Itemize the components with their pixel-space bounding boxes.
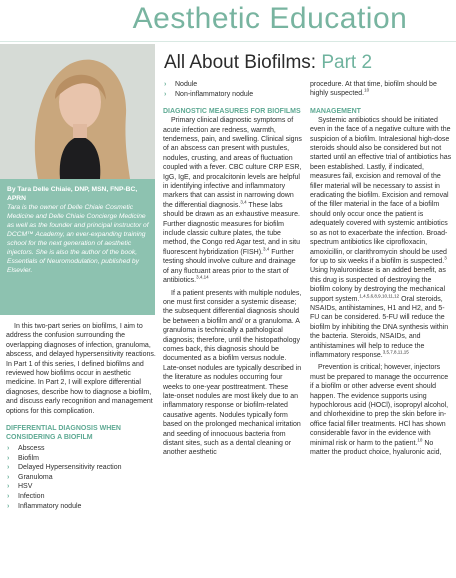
list-item: › Abscess xyxy=(7,445,45,453)
list-item: › Inflammatory nodule xyxy=(7,502,82,510)
differential-list xyxy=(6,444,156,511)
chevron-right-icon: › xyxy=(164,90,167,98)
list-item: › Infection xyxy=(7,493,45,501)
chevron-right-icon: › xyxy=(7,493,10,501)
chevron-right-icon: › xyxy=(7,473,10,481)
portrait-image xyxy=(0,44,155,179)
column-2 xyxy=(163,80,303,458)
list-item: › Granuloma xyxy=(7,473,53,481)
chevron-right-icon: › xyxy=(7,464,10,472)
differential-list-continued xyxy=(163,80,303,99)
procedure-paragraph: procedure. At that time, biofilm should be highly suspected.$^{10}$ xyxy=(310,81,437,98)
management-paragraph: Systemic antibiotics should be initiated even in the face of a negative culture with the suspicion of a biofilm. Intralesional high-dose steroids should also be considered but not started until an effective trial of antibiotics has been established. Lastly, if indicated, measures fail, excision and removal of the filler material will be necessary to assist in eradicating the biofilm. Excision and removal of the filler material in the face of a biofilm should only occur once the patient is adequately covered with systemic antibiotics so as not to exacerbate the infection. Broad-spectrum antibiotics like ciprofloxacin, amoxicillin, or clarithromycin should be used for up to six weeks if a biofilm is suspected.$^3$ Using hyaluronidase is an added benefit, as this drug is suspected of destroying the biofilm colony by destroying the mechanical support system.$^{1,4,5,6,8,9,10,11,12}$ Oral steroids, NSAIDs, antihistamines, H1 and H2, and 5-FU can be considered. 5-FU will reduce the biofilm by inhibiting the DNA synthesis within the bacteria. Steroids, NSAIDs, and antihistamines will help to reduce the inflammatory response.$^{3,5,7,8,11,15}$ xyxy=(310,116,452,359)
list-item: › Non-inflammatory nodule xyxy=(164,90,254,98)
article-title-part: Part 2 xyxy=(321,52,373,73)
author-box xyxy=(0,179,155,315)
column-3 xyxy=(310,80,452,457)
nodule-paragraph: If a patient presents with multiple nodules, one must first consider a systemic disease; the subsequent differential diagnosis should be between a biofilm and/ or a granuloma. A granuloma is technically a pathological diagnosis; therefore, until the histopathology comes back, this diagnosis should be documented as a biofilm versus nodule. Late-onset nodules are typically described in the literature as nodules occurring four weeks to one-year posttreatment. These late-onset nodules are most likely due to an inflammatory response or biofilm-related causative agents. Nodules typically form based on the prolonged mechanical irritation and seeding of innocuous bacteria from distant sites, such as a dental cleaning or another aesthetic xyxy=(163,289,302,457)
author-name: By Tara Delle Chiaie, DNP, MSN, FNP-BC, APRN xyxy=(7,186,138,202)
list-item: › Nodule xyxy=(164,81,198,88)
diagnostic-paragraph: Primary clinical diagnostic symptoms of acute infection are redness, warmth, tenderness, pain, and swelling. Clinical signs of an abscess can present with pustules, nodules, crusting, and areas of fluctuation coupled with a fever. CBC culture CRP ESR, IgG, IgE, and procalcitonin levels are helpful in identifying infective and inflammatory markers that can assist in narrowing down the differential diagnosis.$^{3,4}$ These labs should be drawn as an exhaustive measure. Further diagnostic measures for biofilm include classic culture plates, the tube method, the Congo red Agar test, and in situ fluorescent hybridization (FISH).$^{3,4}$ Further testing should involve culture and drainage of any fluctuant areas prior to the start of antibiotics.$^{3,4,14}$ xyxy=(163,117,302,285)
section-title: Aesthetic Education xyxy=(132,2,408,35)
column-1 xyxy=(6,322,156,511)
diagnostic-heading: DIAGNOSTIC MEASURES FOR BIOFILMS xyxy=(163,108,301,116)
chevron-right-icon: › xyxy=(7,502,10,510)
author-bio: Tara is the owner of Delle Chiaie Cosmetic Medicine and Delle Chiaie Concierge Medicine as well as the founder and principal instructor of DCCM™ Academy, an ever-expanding training school for the next generation of aesthetic injectors. She is also the author of the book, Essentials of Neuromodulation, published by Elsevier. xyxy=(7,204,149,274)
chevron-right-icon: › xyxy=(7,454,10,462)
management-heading: MANAGEMENT xyxy=(310,107,361,115)
chevron-right-icon: › xyxy=(7,445,10,453)
list-item: › Delayed Hypersensitivity reaction xyxy=(7,464,122,472)
list-item: › Biofilm xyxy=(7,454,40,462)
article-title xyxy=(164,52,372,74)
section-divider xyxy=(0,41,456,42)
list-item: › HSV xyxy=(7,483,33,491)
differential-heading: DIFFERENTIAL DIAGNOSIS WHEN CONSIDERING A BIOFILM xyxy=(6,425,121,442)
article-title-main: All About Biofilms: xyxy=(164,52,317,73)
intro-paragraph: In this two-part series on biofilms, I aim to address the confusion surrounding the overlapping diagnoses of infection, granuloma, abscess, and delayed hypersensitivity reactions. In Part 1 of this series, I defined biofilms and reviewed how biofilms occur in aesthetic medicine. In Part 2, I will explore differential diagnoses, describe how to diagnose a biofilm, and discuss early recognition and management options for this complication. xyxy=(6,323,156,415)
prevention-paragraph: Prevention is critical; however, injectors must be prepared to manage the occurrence if a biofilm or other adverse event should happen. The evidence supports using hypochlorous acid (HOCl), isopropyl alcohol, and chlorhexidine to prep the skin before in-office facial filler treatments. HCl has shown considerable favor in the evidence with minimal risk or harm to the patient.$^{10}$ No matter the product choice, hyaluronic acid, xyxy=(310,364,449,457)
author-photo xyxy=(0,44,155,179)
chevron-right-icon: › xyxy=(164,81,167,88)
chevron-right-icon: › xyxy=(7,483,10,491)
